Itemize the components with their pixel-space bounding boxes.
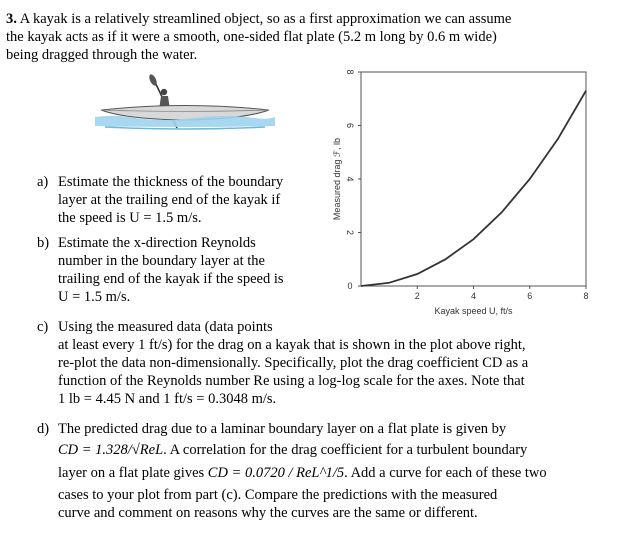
problem-line-1: A kayak is a relatively streamlined object, so as a first approximation we can assume [19,11,512,27]
part-c-line-4: function of the Reynolds number Re using a log-log scale for the axes. Note that [58,373,525,389]
chart-x-tick-label: 6 [527,291,533,301]
part-b-label: b) [37,235,50,251]
chart-y-tick-label: 2 [345,229,355,236]
water-ripple [105,127,265,129]
part-a [37,173,338,227]
part-d-line-3-head: layer on a flat plate gives [58,465,205,481]
chart-series-line-measured-drag [361,91,586,286]
part-a-line-3: the speed is U = 1.5 m/s. [58,210,202,226]
part-a-line-1: Estimate the thickness of the boundary [58,174,284,190]
problem-number: 3. [6,11,17,27]
part-b-line-3: trailing end of the kayak if the speed is [58,271,284,287]
chart-x-tick-label: 4 [470,291,477,301]
turbulent-equation: CD = 0.0720 / ReL^1/5 [207,465,345,481]
kayak-illustration [95,70,275,138]
part-d-line-4: cases to your plot from part (c). Compare the predictions with the measured [58,487,498,503]
part-d-line-2-tail: . A correlation for the drag coefficient for a turbulent boundary [163,442,528,458]
problem-statement [6,10,626,64]
part-b-line-2: number in the boundary layer at the [58,253,265,269]
part-c-line-1: Using the measured data (data points [58,319,273,335]
part-c-label: c) [37,319,49,335]
chart-x-axis-label: Kayak speed U, ft/s [434,306,513,316]
part-a-line-2: layer at the trailing end of the kayak if [58,192,281,208]
chart-y-tick-label: 8 [345,69,355,75]
part-c-line-5: 1 lb = 4.45 N and 1 ft/s = 0.3048 m/s. [58,391,277,407]
chart-plot-area [361,72,586,286]
part-c-line-2: at least every 1 ft/s) for the drag on a kayak that is shown in the plot above right, [58,337,526,353]
part-b [37,234,338,306]
part-d-line-5: curve and comment on reasons why the curves are the same or different. [58,505,478,521]
problem-line-2: the kayak acts as if it were a smooth, one-sided flat plate (5.2 m long by 0.6 m wide) [6,29,497,45]
part-a-label: a) [37,174,49,190]
part-d [37,420,618,522]
part-d-line-3-tail: . Add a curve for each of these two [344,465,547,481]
part-c [37,318,618,408]
chart-y-tick-label: 4 [345,176,355,182]
part-d-line-1: The predicted drag due to a laminar boundary layer on a flat plate is given by [58,421,507,437]
problem-line-3: being dragged through the water. [6,47,198,63]
chart-y-tick-label: 6 [345,122,355,129]
chart-y-axis-label: Measured drag ℱ, lb [332,137,342,221]
laminar-equation: CD = 1.328/√ReL [58,442,164,458]
part-b-line-4: U = 1.5 m/s. [58,289,131,305]
part-b-line-1: Estimate the x-direction Reynolds [58,235,256,251]
drag-chart [326,64,626,336]
chart-x-tick-label: 2 [414,291,420,301]
paddler-head [161,89,167,95]
part-d-label: d) [37,421,50,437]
chart-x-tick-label: 8 [583,291,589,301]
part-c-line-3: re-plot the data non-dimensionally. Specifically, plot the drag coefficient CD as a [58,355,529,371]
chart-y-tick-label: 0 [347,281,353,291]
